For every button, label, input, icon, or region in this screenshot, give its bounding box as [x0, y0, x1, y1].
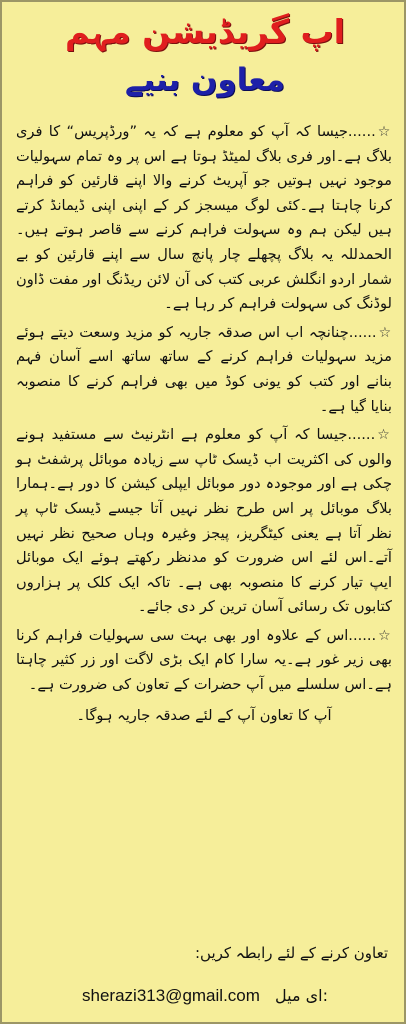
paragraph-text: ......اس کے علاوہ اور بھی بہت سی سہولیات فراہم کرنا بھی زیر غور ہے۔یہ سارا کام ایک بڑی لاگت اور زر کثیر چاہتا ہے۔اس سلسلے میں آپ حضرات کے تعاون کی ضرورت ہے۔ — [16, 626, 392, 694]
email-link[interactable]: sherazi313@gmail.com — [82, 986, 260, 1005]
paragraph-text: ......جیسا کہ آپ کو معلوم ہے کہ یہ ”ورڈپریس“ کا فری بلاگ ہے۔اور فری بلاگ لمیٹڈ ہوتا ہے اس پر وہ تمام سہولیات موجود نہیں ہوتیں جو آپریٹ کرنے والا اپنے قارئین کو فراہم کرنا چاہتا ہے۔کئی لوگ میسجز کر کے اپنی اپنی ڈیمانڈ کرتے ہیں لیکن ہم وہ سہولت فراہم کرنے سے قاصر ہوتے ہیں۔ الحمدللہ یہ بلاگ پچھلے چار پانچ سال سے اپنے قارئین کو بے شمار اردو انگلش عربی کتب کی آن لائن ریڈنگ اور مفت ڈاون لوڈنگ کی سہولت فراہم کر رہا ہے۔ — [16, 123, 392, 313]
closing-line: آپ کا تعاون آپ کے لئے صدقہ جاریہ ہوگا۔ — [76, 706, 332, 724]
paragraph-text: ......چنانچہ اب اس صدقہ جاریہ کو مزید وسعت دیتے ہوئے مزید سہولیات فراہم کرنے کے ساتھ ساتھ اسے آسان فہم بنانے اور کتب کو یونی کوڈ میں بھی فراہم کرنے کا منصوبہ بنایا گیا ہے۔ — [16, 323, 392, 415]
email-label: ای میل: — [275, 986, 328, 1005]
paragraph-text: ......جیسا کہ آپ کو معلوم ہے انٹرنیٹ سے مستفید ہونے والوں کی اکثریت اب ڈیسک ٹاپ سے زیادہ موبائل پرشفٹ ہو چکی ہے اور موجودہ دور موبائل ایپلی کیشن کا دور ہے۔ہمارا بلاگ موبائل پر اس طرح نظر نہیں آتا جیسے ڈیسک ٹاپ پر نظر آتا ہے یعنی کیٹگریز، پیجز وغیرہ وہاں صحیح نظر نہیں آتے۔اس لئے اس ضرورت کو مدنظر رکھتے ہوئے ایک موبائل ایپ تیار کرنے کا منصوبہ بھی ہے۔ تاکہ ایک کلک پر ہزاروں کتابوں تک رسائی آسان ترین کر دی جائے۔ — [16, 426, 392, 616]
page-title: اپ گریڈیشن مہم — [65, 12, 345, 51]
star-icon: ☆ — [378, 627, 392, 644]
paragraph-1 — [16, 120, 392, 317]
contact-prompt: تعاون کرنے کے لئے رابطہ کریں: — [194, 944, 388, 962]
paragraph-2 — [16, 321, 392, 419]
email-row — [2, 986, 406, 1006]
page-subtitle: معاون بنیے — [125, 62, 285, 98]
paragraph-3 — [16, 423, 392, 620]
star-icon: ☆ — [377, 124, 392, 140]
star-icon: ☆ — [378, 324, 392, 341]
paragraph-4 — [16, 624, 392, 698]
appeal-body — [16, 120, 392, 732]
star-icon: ☆ — [377, 427, 392, 444]
